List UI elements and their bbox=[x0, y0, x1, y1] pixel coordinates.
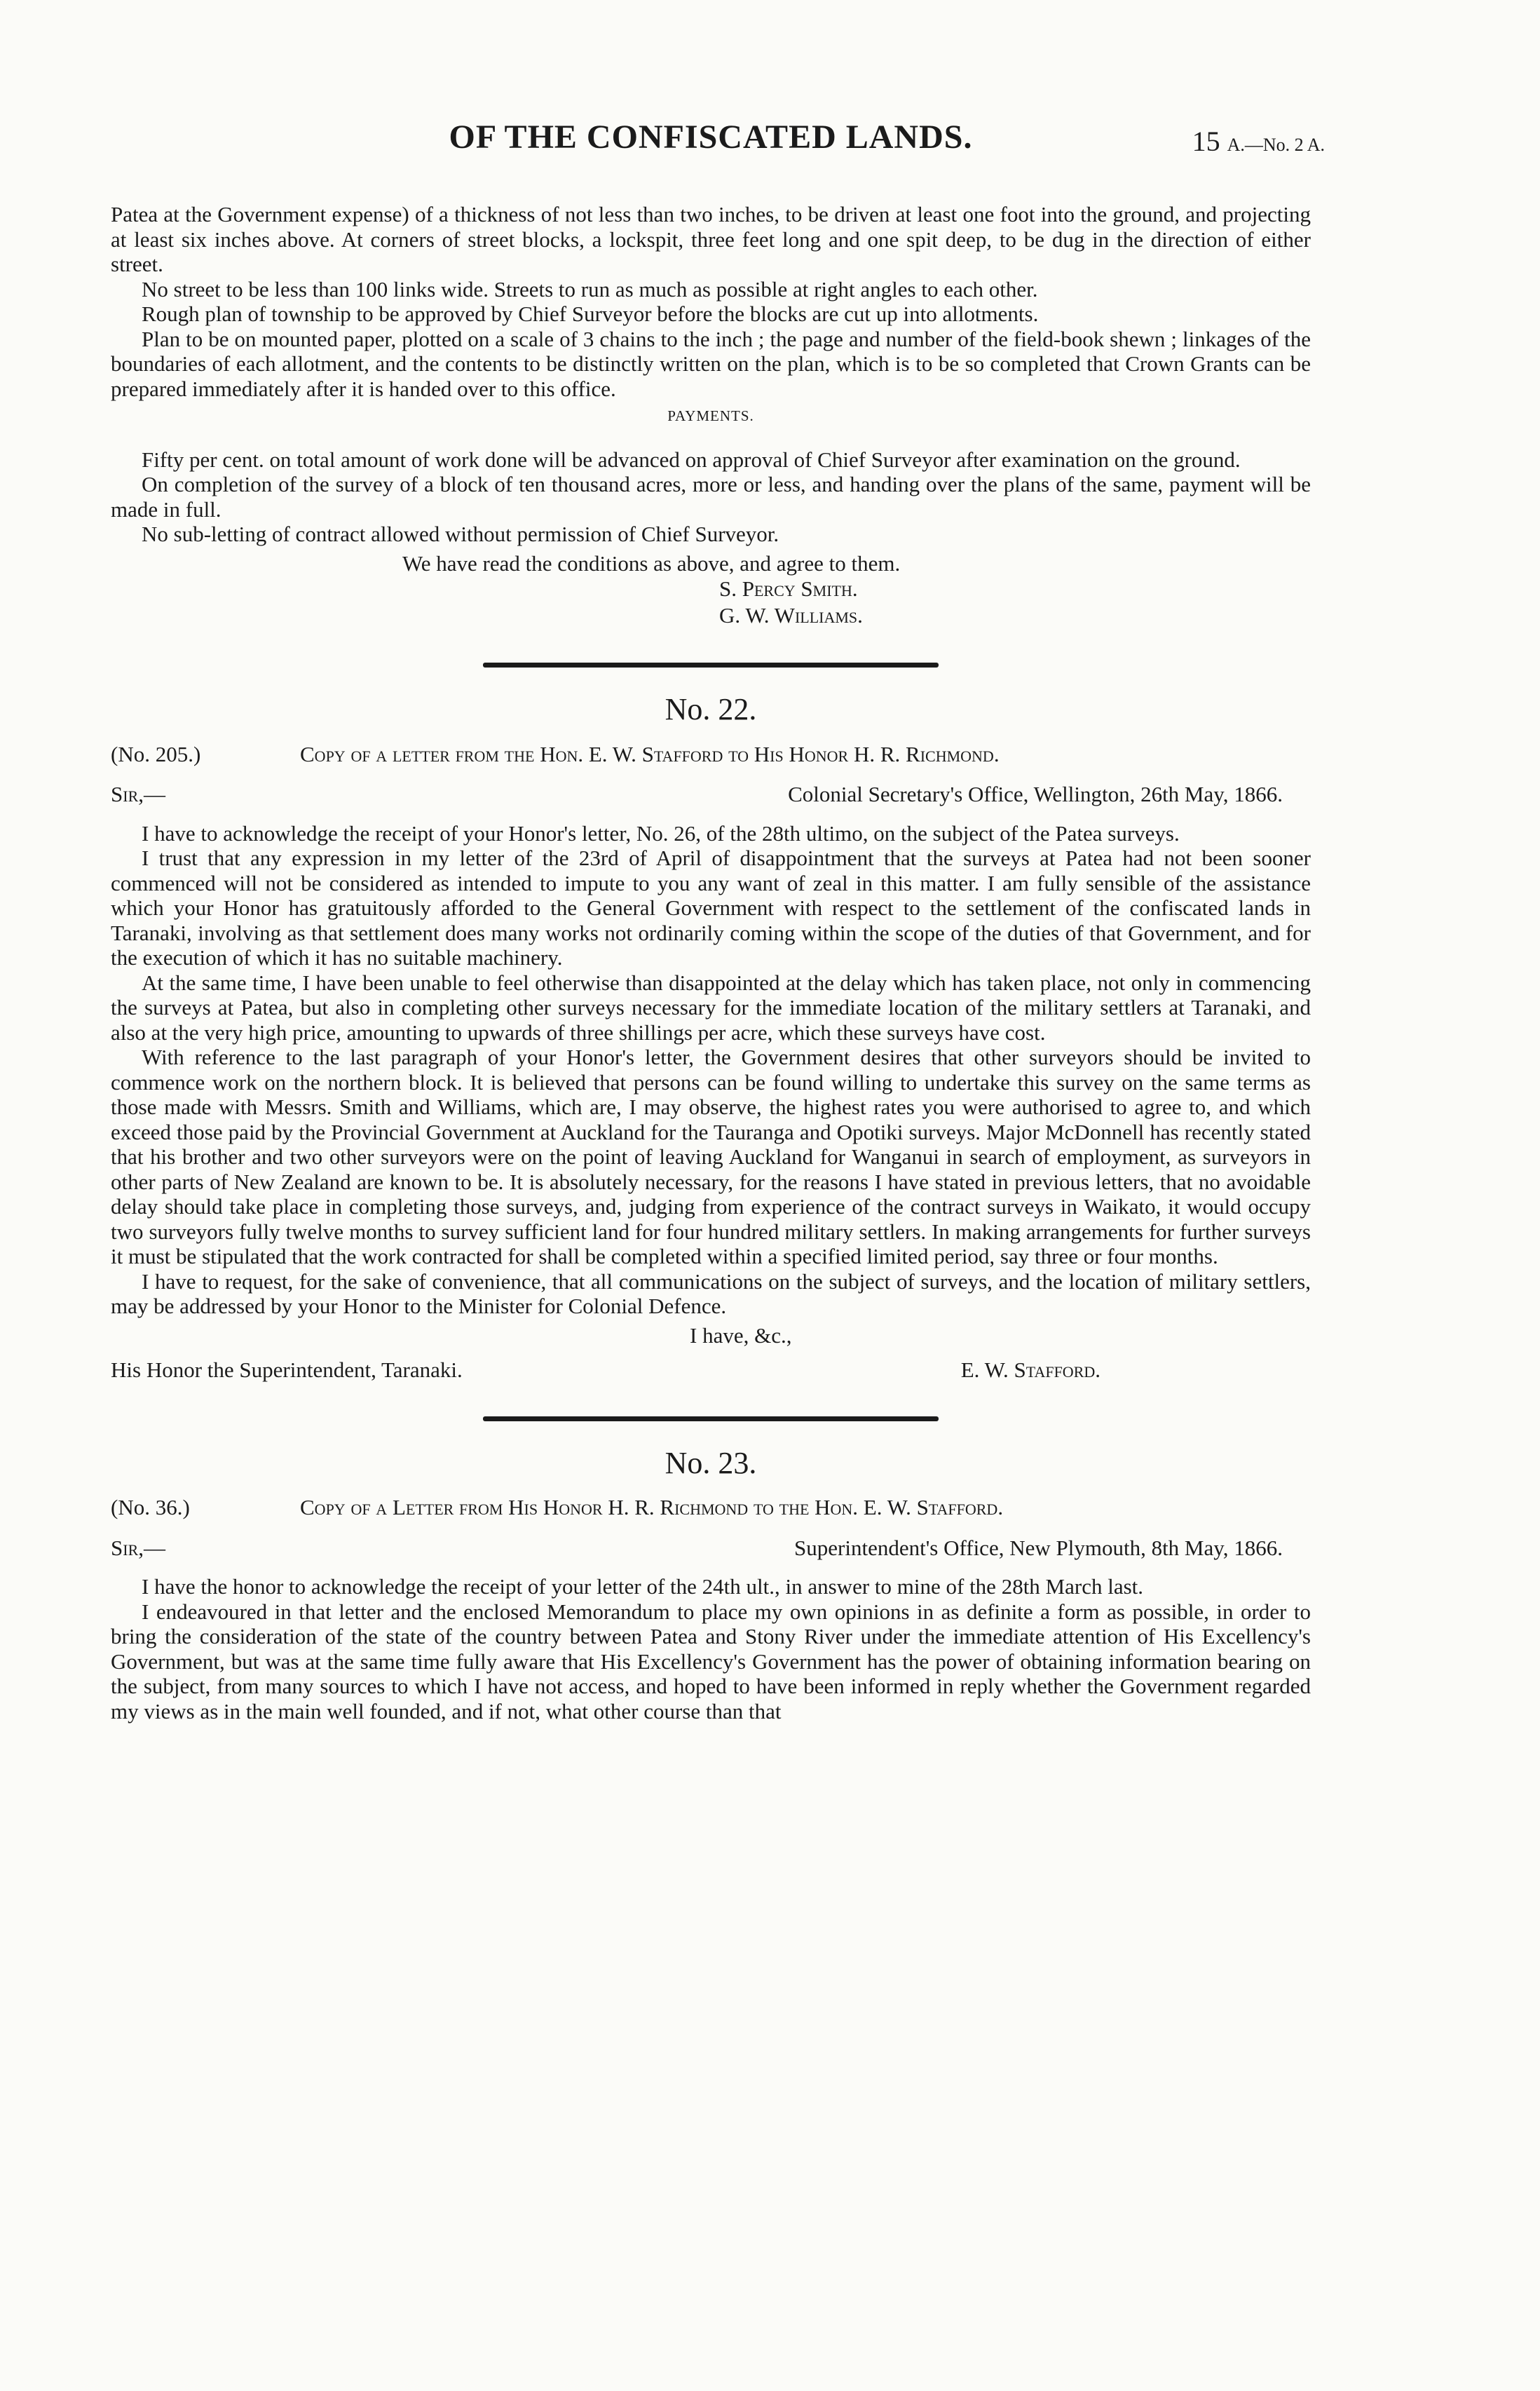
conditions-paragraph: Patea at the Government expense) of a thickness of not less than two inches, to be driven at least one foot into the ground, and projecting at least six inches above. At corners of street blocks, a lockspit, three feet long and one spit deep, to be dug in the direction of either street. bbox=[111, 202, 1311, 276]
signatory: S. Percy Smith. bbox=[719, 576, 858, 601]
series-number: A.—No. 2 A. bbox=[1227, 135, 1325, 155]
salutation: Sir,— bbox=[111, 782, 165, 806]
running-header bbox=[111, 118, 1325, 167]
conditions-paragraph: No street to be less than 100 links wide. Streets to run as much as possible at right angles to each other. bbox=[142, 276, 1038, 302]
payments-paragraph: Fifty per cent. on total amount of work done will be advanced on approval of Chief Surveyor after examination on the ground. bbox=[142, 447, 1241, 472]
conditions-paragraph: Plan to be on mounted paper, plotted on a scale of 3 chains to the inch ; the page and number of the field-book shewn ; linkages of the boundaries of each allotment, and the contents to be distinctly written on the plan, which is to be so completed that Crown Grants can be prepared immediately after it is handed over to this office. bbox=[111, 326, 1311, 401]
letter-ref: (No. 205.) bbox=[111, 741, 201, 766]
sender-address: Superintendent's Office, New Plymouth, 8th May, 1866. bbox=[794, 1535, 1283, 1560]
section-divider bbox=[483, 663, 939, 668]
letter-closing: I have, &c., bbox=[690, 1322, 792, 1348]
letter-ref: (No. 36.) bbox=[111, 1495, 190, 1519]
letter-paragraph: With reference to the last paragraph of your Honor's letter, the Government desires that other surveyors should be invited to commence work on the northern block. It is believed that persons can be found willing to undertake this survey on the same terms as those made with Messrs. Smith and Williams, which are, I may observe, the highest rates you were authorised to agree to, and which exceed those paid by the Provincial Government at Auckland for the Tauranga and Opotiki surveys. Major McDonnell has recently stated that his brother and two other surveyors were on the point of leaving Auckland for Wanganui in search of employment, as surveyors in other parts of New Zealand are known to be. It is absolutely necessary, for the reasons I have stated in previous letters, that no avoidable delay should take place in completing those surveys, and, judging from experience of the contract surveys in Waikato, it would occupy two surveyors fully twelve months to survey sufficient land for four hundred military settlers. In making arrangements for further surveys it must be stipulated that the work contracted for shall be completed within a specified limited period, say three or four months. bbox=[111, 1045, 1311, 1268]
letter-paragraph: At the same time, I have been unable to feel otherwise than disappointed at the delay which has taken place, not only in commencing the surveys at Patea, but also in completing other surveys necessary for the immediate location of the military settlers at Taranaki, and also at the very high price, amounting to upwards of three shillings per acre, which these surveys have cost. bbox=[111, 970, 1311, 1045]
letter-paragraph: I have the honor to acknowledge the receipt of your letter of the 24th ult., in answer to mine of the 28th March last. bbox=[142, 1574, 1144, 1599]
running-title: OF THE CONFISCATED LANDS. bbox=[449, 118, 973, 156]
salutation-line bbox=[111, 782, 1311, 807]
conditions-paragraph: Rough plan of township to be approved by Chief Surveyor before the blocks are cut up into allotments. bbox=[142, 302, 1039, 326]
letter-paragraph: I endeavoured in that letter and the enclosed Memorandum to place my own opinions in as definite a form as possible, in order to bring the consideration of the state of the country between Patea and Stony River under the immediate attention of His Excellency's Government, but was at the same time fully aware that His Excellency's Government has the power of obtaining information bearing on the subject, from many sources to which I have not access, and hoped to have been informed in reply whether the Government regarded my views as in the main well founded, and if not, what other course than that bbox=[111, 1599, 1311, 1723]
letter-number: No. 23. bbox=[665, 1445, 757, 1480]
letter-paragraph: I trust that any expression in my letter of the 23rd of April of disappointment that the surveys at Patea had not been sooner commenced will not be considered as intended to impute to you any want of zeal in this matter. I am fully sensible of the assistance which your Honor has gratuitously afforded to the General Government with respect to the settlement of the confiscated lands in Taranaki, involving as that settlement does many works not ordinarily coming within the scope of the duties of that Government, and for the execution of which it has no suitable machinery. bbox=[111, 846, 1311, 970]
section-divider bbox=[483, 1416, 939, 1421]
letter-title: Copy of a letter from the Hon. E. W. Stafford to His Honor H. R. Richmond. bbox=[300, 741, 1000, 766]
agreement-line: We have read the conditions as above, and agree to them. bbox=[402, 550, 901, 576]
sender-address: Colonial Secretary's Office, Wellington, 26th May, 1866. bbox=[788, 782, 1283, 806]
letter-number: No. 22. bbox=[665, 692, 757, 726]
letter-heading bbox=[111, 1495, 1311, 1520]
letter-recipient: His Honor the Superintendent, Taranaki. bbox=[111, 1357, 463, 1382]
payments-paragraph: No sub-letting of contract allowed without permission of Chief Surveyor. bbox=[142, 522, 779, 546]
letter-paragraph: I have to request, for the sake of convenience, that all communications on the subject of surveys, and the location of military settlers, may be addressed by your Honor to the Minister for Colonial Defence. bbox=[111, 1268, 1311, 1318]
payments-paragraph: On completion of the survey of a block of ten thousand acres, more or less, and handing over the plans of the same, payment will be made in full. bbox=[111, 472, 1311, 522]
letter-heading bbox=[111, 742, 1311, 767]
page-body bbox=[111, 202, 1311, 1723]
letter-paragraph: I have to acknowledge the receipt of your Honor's letter, No. 26, of the 28th ultimo, on the subject of the Patea surveys. bbox=[142, 820, 1180, 846]
signatory: G. W. Williams. bbox=[719, 603, 863, 628]
salutation: Sir,— bbox=[111, 1535, 165, 1560]
salutation-line bbox=[111, 1536, 1311, 1561]
payments-heading: PAYMENTS. bbox=[667, 407, 754, 424]
page-reference bbox=[1192, 126, 1325, 158]
letter-footer bbox=[111, 1357, 1311, 1383]
letter-title: Copy of a Letter from His Honor H. R. Richmond to the Hon. E. W. Stafford. bbox=[300, 1495, 1004, 1519]
page-number: 15 bbox=[1192, 126, 1220, 157]
letter-signature: E. W. Stafford. bbox=[960, 1357, 1101, 1382]
